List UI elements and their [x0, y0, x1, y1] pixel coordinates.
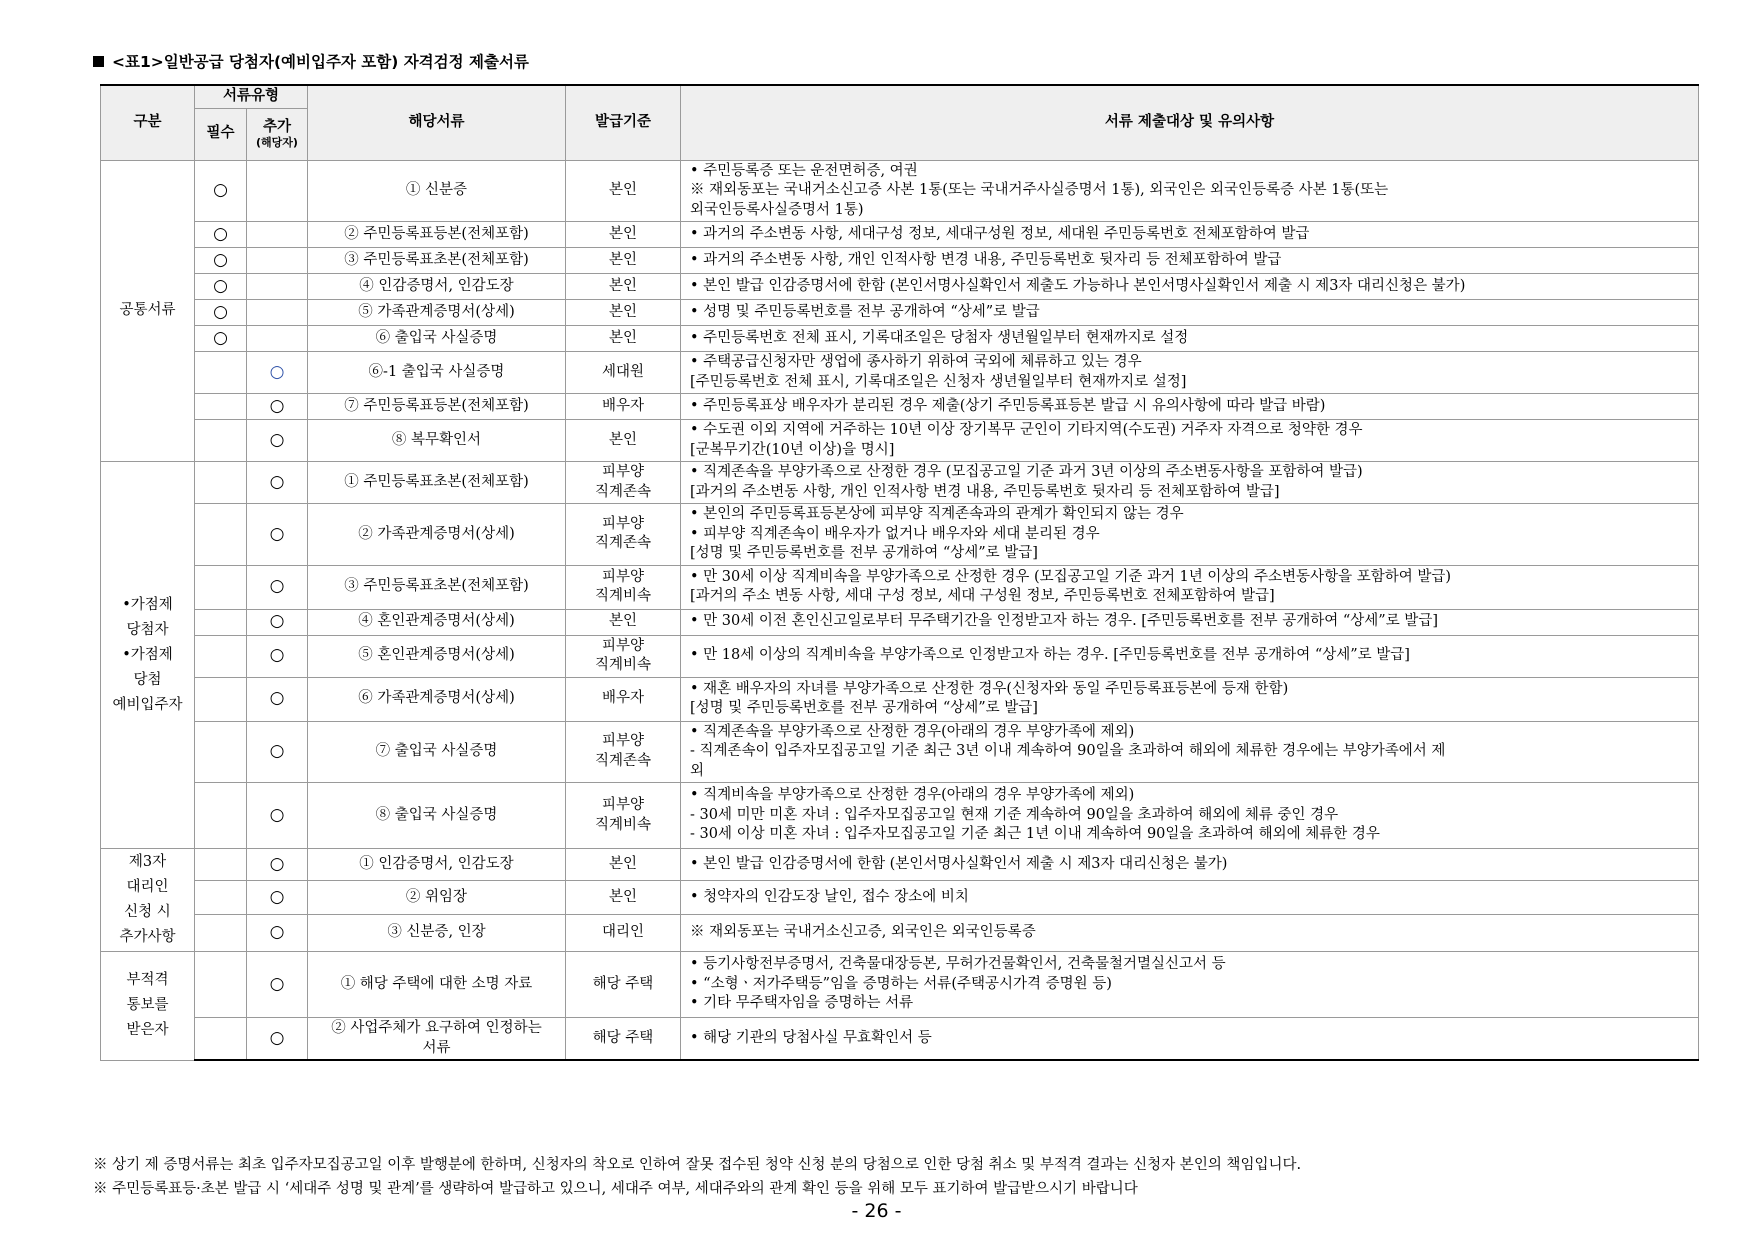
document-name: ② 가족관계증명서(상세): [308, 504, 566, 566]
category-cell: •가점제 당첨자 •가점제 당첨 예비입주자: [101, 462, 195, 849]
table-row: [101, 915, 1699, 952]
additional-mark: [247, 300, 308, 326]
additional-mark: ○: [247, 721, 308, 783]
header-category: 구분: [101, 85, 195, 160]
table-row: [101, 420, 1699, 462]
notes-cell: • 과거의 주소변동 사항, 세대구성 정보, 세대구성원 정보, 세대원 주민등록번호 전체포함하여 발급: [681, 222, 1699, 248]
document-name: ① 인감증명서, 인감도장: [308, 849, 566, 881]
additional-mark: ○: [247, 952, 308, 1018]
category-cell: 제3자 대리인 신청 시 추가사항: [101, 849, 195, 952]
required-mark: [195, 783, 247, 849]
notes-cell: • 주택공급신청자만 생업에 종사하기 위하여 국외에 체류하고 있는 경우 [주민등록번호 전체 표시, 기록대조일은 신청자 생년월일부터 현재까지로 설정]: [681, 352, 1699, 394]
document-name: ④ 혼인관계증명서(상세): [308, 609, 566, 635]
required-mark: [195, 609, 247, 635]
table-row: [101, 1018, 1699, 1061]
page-number: - 26 -: [851, 1200, 902, 1222]
required-mark: [195, 504, 247, 566]
notes-cell: • 주민등록표상 배우자가 분리된 경우 제출(상기 주민등록표등본 발급 시 유의사항에 따라 발급 바람): [681, 394, 1699, 420]
document-name: ② 주민등록표등본(전체포함): [308, 222, 566, 248]
required-mark: [195, 881, 247, 915]
issue-basis: 본인: [566, 881, 681, 915]
category-cell: 공통서류: [101, 160, 195, 462]
table-row: [101, 352, 1699, 394]
issue-basis: 피부양 직계존속: [566, 462, 681, 504]
table-row: [101, 274, 1699, 300]
additional-mark: ○: [247, 849, 308, 881]
additional-mark: ○: [247, 783, 308, 849]
documents-table: [100, 84, 1699, 1061]
notes-cell: • 재혼 배우자의 자녀를 부양가족으로 산정한 경우(신청자와 동일 주민등록표등본에 등재 한함) [성명 및 주민등록번호를 전부 공개하여 “상세”로 발급]: [681, 677, 1699, 721]
table-row: [101, 721, 1699, 783]
notes-cell: • 직계존속을 부양가족으로 산정한 경우 (모집공고일 기준 과거 3년 이상의 주소변동사항을 포함하여 발급) [과거의 주소변동 사항, 개인 인적사항 변경 내용, 주민등록번호 뒷자리 등 전체포함하여 발급]: [681, 462, 1699, 504]
table-row: [101, 952, 1699, 1018]
additional-mark: ○: [247, 420, 308, 462]
additional-mark: [247, 160, 308, 222]
table-row: [101, 160, 1699, 222]
footnote: ※ 주민등록표등·초본 발급 시 ‘세대주 성명 및 관계’를 생략하여 발급하고 있으니, 세대주 여부, 세대주와의 관계 확인 등을 위해 모두 표기하여 발급받으시기 바랍니다: [93, 1181, 1138, 1197]
issue-basis: 피부양 직계비속: [566, 565, 681, 609]
required-mark: [195, 1018, 247, 1061]
document-name: ⑦ 출입국 사실증명: [308, 721, 566, 783]
document-name: ④ 인감증명서, 인감도장: [308, 274, 566, 300]
document-name: ⑤ 가족관계증명서(상세): [308, 300, 566, 326]
additional-mark: ○: [247, 462, 308, 504]
additional-mark: [247, 222, 308, 248]
required-mark: [195, 721, 247, 783]
notes-cell: • 등기사항전부증명서, 건축물대장등본, 무허가건물확인서, 건축물철거멸실신고서 등 • “소형ㆍ저가주택등”임을 증명하는 서류(주택공시가격 증명원 등) • 기타 무주택자임을 증명하는 서류: [681, 952, 1699, 1018]
notes-cell: • 성명 및 주민등록번호를 전부 공개하여 “상세”로 발급: [681, 300, 1699, 326]
issue-basis: 본인: [566, 420, 681, 462]
document-name: ③ 주민등록표초본(전체포함): [308, 565, 566, 609]
page-title: [93, 50, 529, 72]
footnotes: [93, 1153, 1301, 1201]
notes-cell: • 수도권 이외 지역에 거주하는 10년 이상 장기복무 군인이 기타지역(수도권) 거주자 자격으로 청약한 경우 [군복무기간(10년 이상)을 명시]: [681, 420, 1699, 462]
required-mark: [195, 635, 247, 677]
table-row: [101, 326, 1699, 352]
document-name: ③ 신분증, 인장: [308, 915, 566, 952]
additional-mark: ○: [247, 565, 308, 609]
additional-mark: ○: [247, 915, 308, 952]
required-mark: [195, 565, 247, 609]
table-row: [101, 462, 1699, 504]
document-name: ⑤ 혼인관계증명서(상세): [308, 635, 566, 677]
table-row: [101, 504, 1699, 566]
category-cell: 부적격 통보를 받은자: [101, 952, 195, 1061]
square-bullet-icon: [93, 56, 104, 67]
notes-cell: • 주민등록증 또는 운전면허증, 여권 ※ 재외동포는 국내거소신고증 사본 1통(또는 국내거주사실증명서 1통), 외국인은 외국인등록증 사본 1통(또는 외국인등록사실증명서 1통): [681, 160, 1699, 222]
additional-mark: ○: [247, 677, 308, 721]
issue-basis: 본인: [566, 222, 681, 248]
additional-mark: [247, 274, 308, 300]
issue-basis: 대리인: [566, 915, 681, 952]
header-additional: [247, 108, 308, 160]
document-name: ② 사업주체가 요구하여 인정하는 서류: [308, 1018, 566, 1061]
table-row: [101, 300, 1699, 326]
notes-cell: • 직계비속을 부양가족으로 산정한 경우(아래의 경우 부양가족에 제외) - 30세 미만 미혼 자녀 : 입주자모집공고일 현재 기준 계속하여 90일을 초과하여 해외에 체류 중인 경우 - 30세 이상 미혼 자녀 : 입주자모집공고일 기준 최근 1년 이내 계속하여 90일을 초과하여 해외에 체류한 경우: [681, 783, 1699, 849]
issue-basis: 본인: [566, 849, 681, 881]
document-name: ② 위임장: [308, 881, 566, 915]
required-mark: [195, 677, 247, 721]
issue-basis: 본인: [566, 274, 681, 300]
notes-cell: • 과거의 주소변동 사항, 개인 인적사항 변경 내용, 주민등록번호 뒷자리 등 전체포함하여 발급: [681, 248, 1699, 274]
required-mark: ○: [195, 326, 247, 352]
notes-cell: • 만 30세 이상 직계비속을 부양가족으로 산정한 경우 (모집공고일 기준 과거 1년 이상의 주소변동사항을 포함하여 발급) [과거의 주소 변동 사항, 세대 구성 정보, 세대 구성원 정보, 주민등록번호 전체포함하여 발급]: [681, 565, 1699, 609]
header-issue-basis: 발급기준: [566, 85, 681, 160]
table-row: [101, 783, 1699, 849]
required-mark: ○: [195, 274, 247, 300]
required-mark: ○: [195, 160, 247, 222]
header-additional-sub: (해당자): [256, 136, 298, 149]
additional-mark: ○: [247, 609, 308, 635]
header-required: 필수: [195, 108, 247, 160]
table-row: [101, 248, 1699, 274]
title-text: <표1>일반공급 당첨자(예비입주자 포함) 자격검정 제출서류: [112, 53, 529, 71]
issue-basis: 해당 주택: [566, 952, 681, 1018]
additional-mark: ○: [247, 394, 308, 420]
additional-mark: ○: [247, 504, 308, 566]
additional-mark: ○: [247, 1018, 308, 1061]
notes-cell: • 만 30세 이전 혼인신고일로부터 무주택기간을 인정받고자 하는 경우. [주민등록번호를 전부 공개하여 “상세”로 발급]: [681, 609, 1699, 635]
additional-mark: [247, 248, 308, 274]
table-row: [101, 849, 1699, 881]
table-row: [101, 677, 1699, 721]
required-mark: [195, 352, 247, 394]
required-mark: [195, 915, 247, 952]
issue-basis: 배우자: [566, 677, 681, 721]
table-row: [101, 635, 1699, 677]
issue-basis: 본인: [566, 160, 681, 222]
header-additional-label: 추가: [262, 119, 291, 135]
issue-basis: 피부양 직계존속: [566, 721, 681, 783]
header-doc-type: 서류유형: [195, 85, 308, 108]
table-row: [101, 394, 1699, 420]
additional-mark: [247, 326, 308, 352]
notes-cell: ※ 재외동포는 국내거소신고증, 외국인은 외국인등록증: [681, 915, 1699, 952]
document-name: ⑧ 복무확인서: [308, 420, 566, 462]
table-row: [101, 609, 1699, 635]
document-name: ③ 주민등록표초본(전체포함): [308, 248, 566, 274]
required-mark: [195, 462, 247, 504]
footnote: ※ 상기 제 증명서류는 최초 입주자모집공고일 이후 발행분에 한하며, 신청자의 착오로 인하여 잘못 접수된 청약 신청 분의 당첨으로 인한 당첨 취소 및 부적격 결과는 신청자 본인의 책임입니다.: [93, 1157, 1302, 1173]
notes-cell: • 직계존속을 부양가족으로 산정한 경우(아래의 경우 부양가족에 제외) - 직계존속이 입주자모집공고일 기준 최근 3년 이내 계속하여 90일을 초과하여 해외에 체류한 경우에는 부양가족에서 제 외: [681, 721, 1699, 783]
required-mark: [195, 394, 247, 420]
document-name: ① 신분증: [308, 160, 566, 222]
additional-mark: ○: [247, 881, 308, 915]
notes-cell: • 청약자의 인감도장 날인, 접수 장소에 비치: [681, 881, 1699, 915]
issue-basis: 본인: [566, 326, 681, 352]
document-name: ① 주민등록표초본(전체포함): [308, 462, 566, 504]
issue-basis: 배우자: [566, 394, 681, 420]
document-name: ⑧ 출입국 사실증명: [308, 783, 566, 849]
document-name: ⑦ 주민등록표등본(전체포함): [308, 394, 566, 420]
required-mark: [195, 420, 247, 462]
required-mark: ○: [195, 222, 247, 248]
issue-basis: 해당 주택: [566, 1018, 681, 1061]
notes-cell: • 해당 기관의 당첨사실 무효확인서 등: [681, 1018, 1699, 1061]
issue-basis: 본인: [566, 300, 681, 326]
table-row: [101, 222, 1699, 248]
issue-basis: 피부양 직계존속: [566, 504, 681, 566]
notes-cell: • 주민등록번호 전체 표시, 기록대조일은 당첨자 생년월일부터 현재까지로 설정: [681, 326, 1699, 352]
document-name: ① 해당 주택에 대한 소명 자료: [308, 952, 566, 1018]
notes-cell: • 본인 발급 인감증명서에 한함 (본인서명사실확인서 제출 시 제3자 대리신청은 불가): [681, 849, 1699, 881]
notes-cell: • 만 18세 이상의 직계비속을 부양가족으로 인정받고자 하는 경우. [주민등록번호를 전부 공개하여 “상세”로 발급]: [681, 635, 1699, 677]
issue-basis: 피부양 직계비속: [566, 783, 681, 849]
header-notes: 서류 제출대상 및 유의사항: [681, 85, 1699, 160]
additional-mark: ○: [247, 352, 308, 394]
document-name: ⑥ 가족관계증명서(상세): [308, 677, 566, 721]
document-name: ⑥-1 출입국 사실증명: [308, 352, 566, 394]
issue-basis: 피부양 직계비속: [566, 635, 681, 677]
notes-cell: • 본인 발급 인감증명서에 한함 (본인서명사실확인서 제출도 가능하나 본인서명사실확인서 제출 시 제3자 대리신청은 불가): [681, 274, 1699, 300]
document-name: ⑥ 출입국 사실증명: [308, 326, 566, 352]
required-mark: [195, 849, 247, 881]
required-mark: ○: [195, 300, 247, 326]
required-mark: ○: [195, 248, 247, 274]
table-row: [101, 881, 1699, 915]
table-row: [101, 565, 1699, 609]
required-mark: [195, 952, 247, 1018]
header-document: 해당서류: [308, 85, 566, 160]
issue-basis: 본인: [566, 248, 681, 274]
notes-cell: • 본인의 주민등록표등본상에 피부양 직계존속과의 관계가 확인되지 않는 경우 • 피부양 직계존속이 배우자가 없거나 배우자와 세대 분리된 경우 [성명 및 주민등록번호를 전부 공개하여 “상세”로 발급]: [681, 504, 1699, 566]
issue-basis: 본인: [566, 609, 681, 635]
additional-mark: ○: [247, 635, 308, 677]
issue-basis: 세대원: [566, 352, 681, 394]
